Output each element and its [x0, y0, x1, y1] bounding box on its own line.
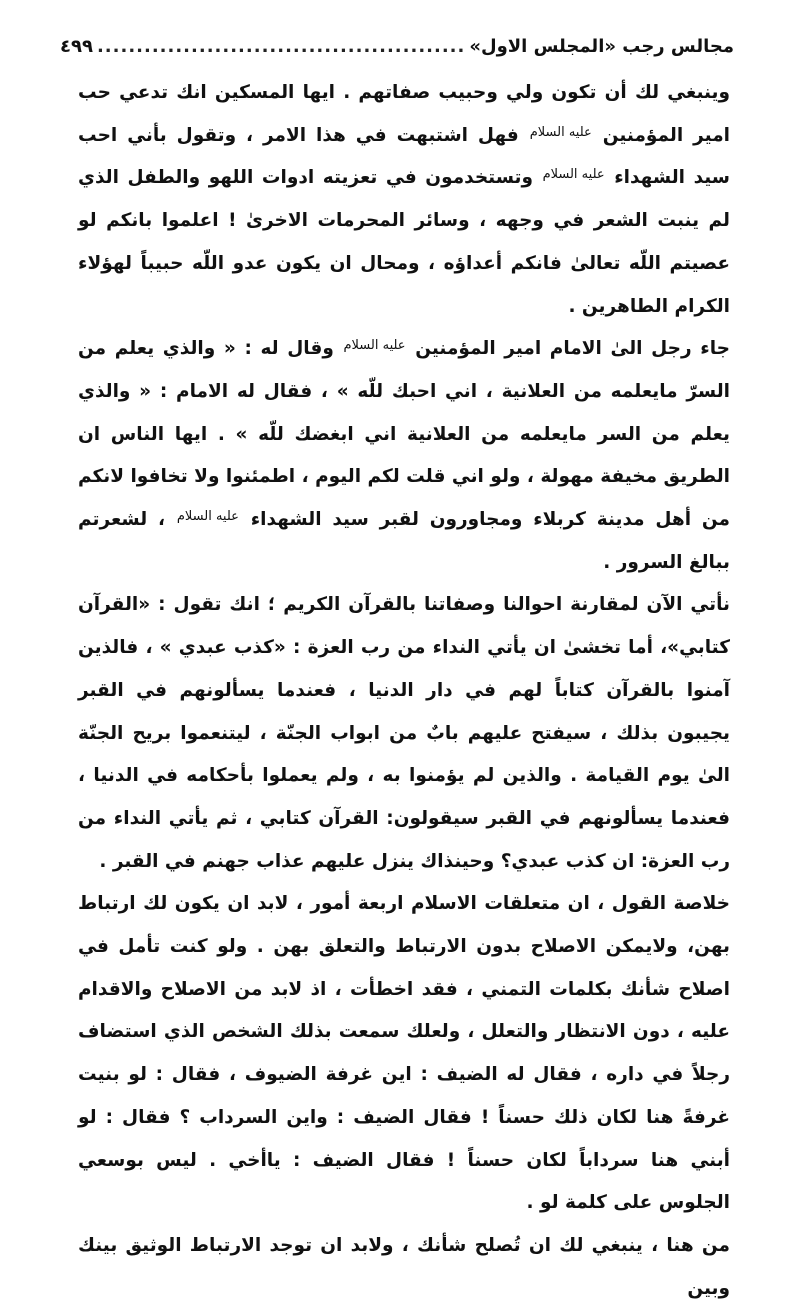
paragraph-text: وينبغي لك أن تكون ولي وحبيب صفاتهم . ايها المسكين انك تدعي حب امير المؤمنين	[78, 82, 731, 146]
salawat-glyph: عليه السلام	[529, 124, 592, 140]
paragraph-text: خلاصة القول ، ان متعلقات الاسلام اربعة أمور ، لابد ان يكون لك ارتباط بهن، ولايمكن الاصلاح بدون الارتباط والتعلق بهن . ولو كنت تأمل في اصلاح شأنك بكلمات التمني ، فقد اخطأت ، اذ لابد من الاصلاح والاقدام عليه ، دون الانتظار والتعلل ، ولعلك سمعت بذلك الشخص الذي استضاف رجلاً في داره ، فقال له الضيف : اين غرفة الضيوف ، فقال : لو بنيت غرفةً هنا لكان ذلك حسناً ! فقال الضيف : واين السرداب ؟ فقال : لو أبني هنا سرداباً لكان حسناً ! فقال الضيف : ياأخي . ليس بوسعي الجلوس على كلمة لو .	[78, 893, 730, 1214]
page-number: ٤٩٩	[60, 36, 93, 57]
paragraph-text: ، لشعرتم ببالغ السرور .	[78, 509, 730, 573]
header-dot-leader	[97, 34, 465, 60]
paragraph	[78, 883, 730, 1225]
salawat-glyph: عليه السلام	[542, 167, 605, 183]
paragraph	[78, 1225, 730, 1310]
paragraph	[78, 72, 730, 328]
salawat-glyph: عليه السلام	[176, 509, 239, 525]
paragraph	[78, 328, 730, 584]
paragraph-text: من هنا ، ينبغي لك ان تُصلح شأنك ، ولابد ان توجد الارتباط الوثيق بينك وبين	[78, 1234, 730, 1299]
paragraph-text: وقال له : « والذي يعلم من السرّ مايعلمه من العلانية ، اني احبك للّه » ، فقال له الامام : « والذي يعلم من السر مايعلمه من العلانية اني ابغضك للّه » . ايها الناس ان الطريق مخيفة مهولة ، ولو اني قلت لكم اليوم ، اطمئنوا ولا تخافوا لانكم من أهل مدينة كربلاء ومجاورون لقبر سيد الشهداء	[78, 338, 731, 531]
header-title: مجالس رجب «المجلس الاول»	[469, 36, 734, 57]
paragraph	[78, 584, 730, 883]
paragraph-text: فهل اشتبهت في هذا الامر ، وتقول بأني احب سيد الشهداء	[78, 124, 730, 189]
running-header	[60, 30, 734, 60]
paragraph-text: نأتي الآن لمقارنة احوالنا وصفاتنا بالقرآن الكريم ؛ انك تقول : «القرآن كتابي»، أما تخشىٰ ان يأتي النداء من رب العزة : «كذب عبدي » ، فالذين آمنوا بالقرآن كتاباً لهم في دار الدنيا ، فعندما يسألونهم في القبر يجيبون بذلك ، سيفتح عليهم بابٌ من ابواب الجنّة ، ليتنعموا بريح الجنّة الىٰ يوم القيامة . والذين لم يؤمنوا به ، ولم يعملوا بأحكامه في الدنيا ، فعندما يسألونهم في القبر سيقولون: القرآن كتابي ، ثم يأتي النداء من رب العزة: ان كذب عبدي؟ وحينذاك ينزل عليهم عذاب جهنم في القبر .	[78, 594, 730, 872]
paragraph-text: جاء رجل الىٰ الامام امير المؤمنين	[406, 338, 730, 360]
salawat-glyph: عليه السلام	[343, 338, 406, 354]
body-text	[78, 72, 730, 1310]
paragraph-text: وتستخدمون في تعزيته ادوات اللهو والطفل الذي لم ينبت الشعر في وجهه ، وسائر المحرمات الاخرىٰ ! اعلموا بانكم لو عصيتم اللّه تعالىٰ فانكم أعداؤه ، ومحال ان يكون عدو اللّه حبيباً لهؤلاء الكرام الطاهرين .	[78, 167, 730, 317]
